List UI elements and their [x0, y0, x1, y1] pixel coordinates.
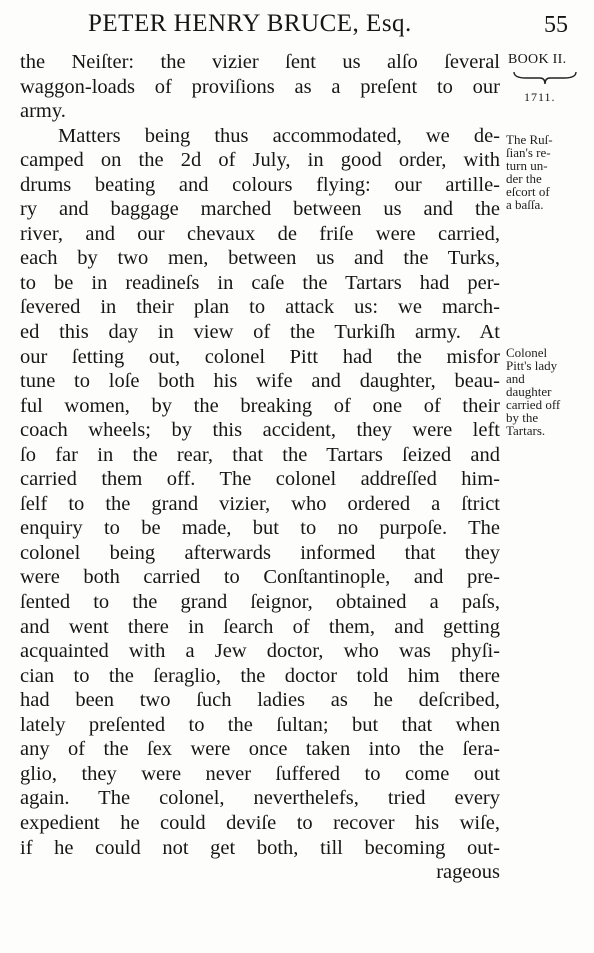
text-line: drums beating and colours flying: our artille- [20, 173, 500, 196]
text-line: ſo far in the rear, that the Tartars ſeized and [20, 443, 500, 466]
text-line: our ſetting out, colonel Pitt had the misfor [20, 345, 500, 368]
margin-note-line: daughter [506, 384, 552, 399]
margin-note-line: Tartars. [506, 423, 546, 438]
margin-note-line: der the [506, 171, 542, 186]
year-label: 1711. [524, 90, 556, 104]
book-label: BOOK II. [508, 52, 567, 67]
catchword: rageous [436, 861, 500, 884]
text-line: if he could not get both, till becoming out- [20, 836, 500, 859]
text-line: carried them off. The colonel addreſſed him- [20, 468, 500, 491]
brace-ornament [512, 70, 578, 86]
text-line: and went there in ſearch of them, and getting [20, 615, 500, 638]
margin-note-line: eſcort of [506, 184, 550, 199]
text-line: army. [20, 100, 66, 123]
page-header [0, 6, 594, 42]
text-line: each by two men, between us and the Turks, [20, 247, 500, 270]
running-head: PETER HENRY BRUCE, Esq. [88, 10, 412, 37]
text-line: again. The colonel, neverthelefs, tried every [20, 787, 500, 810]
margin-note-line: Pitt's lady [506, 358, 558, 373]
text-line: ed this day in view of the Turkiſh army. At [20, 321, 500, 344]
margin-note-line: Colonel [506, 345, 548, 360]
margin-note-line: The Ruſ- [506, 132, 553, 147]
body-text [20, 50, 500, 885]
margin-note-line: and [506, 371, 525, 386]
text-line: the Neiſter: the vizier ſent us alſo ſeveral [20, 51, 500, 73]
text-line: river, and our chevaux de friſe were carried, [20, 222, 500, 245]
text-line: camped on the 2d of July, in good order, with [20, 149, 500, 172]
margin-note-line: by the [506, 410, 539, 425]
text-line: any of the ſex were once taken into the ſera- [20, 738, 500, 761]
text-line: ful women, by the breaking of one of their [20, 394, 500, 417]
margin-note-line: a baſſa. [506, 197, 544, 212]
margin-note-line: ſian's re- [506, 145, 551, 160]
text-line: glio, they were never ſuffered to come out [20, 762, 500, 785]
text-line: Matters being thus accommodated, we de- [58, 124, 500, 147]
margin-note-line: turn un- [506, 158, 548, 173]
text-line: lately preſented to the ſultan; but that when [20, 713, 500, 736]
text-line: ſelf to the grand vizier, who ordered a ſtrict [20, 492, 500, 515]
margin-note-russian-return [506, 133, 592, 211]
text-line: ſevered in their plan to attack us: we march- [20, 296, 500, 319]
text-line: tune to loſe both his wife and daughter, beau- [20, 370, 500, 393]
text-line: cian to the ſeraglio, the doctor told him there [20, 664, 500, 687]
text-line: ry and baggage marched between us and the [20, 198, 500, 221]
text-line: coach wheels; by this accident, they were left [20, 419, 500, 442]
text-line: waggon-loads of proviſions as a preſent to our [20, 75, 500, 98]
page-number: 55 [544, 12, 568, 38]
text-line: expedient he could deviſe to recover his wiſe, [20, 811, 500, 834]
text-line: acquainted with a Jew doctor, who was phyſi- [20, 640, 500, 663]
margin-note-line: carried off [506, 397, 561, 412]
text-line: to be in readineſs in caſe the Tartars had per- [20, 271, 500, 294]
margin-note-colonel-pitt [506, 346, 592, 437]
text-line: colonel being afterwards informed that they [20, 541, 500, 564]
text-line: ſented to the grand ſeignor, obtained a paſs, [20, 591, 500, 614]
text-line: had been two ſuch ladies as he deſcribed, [20, 689, 500, 712]
text-line: were both carried to Conſtantinople, and pre- [20, 566, 500, 589]
text-line: enquiry to be made, but to no purpoſe. The [20, 517, 500, 540]
